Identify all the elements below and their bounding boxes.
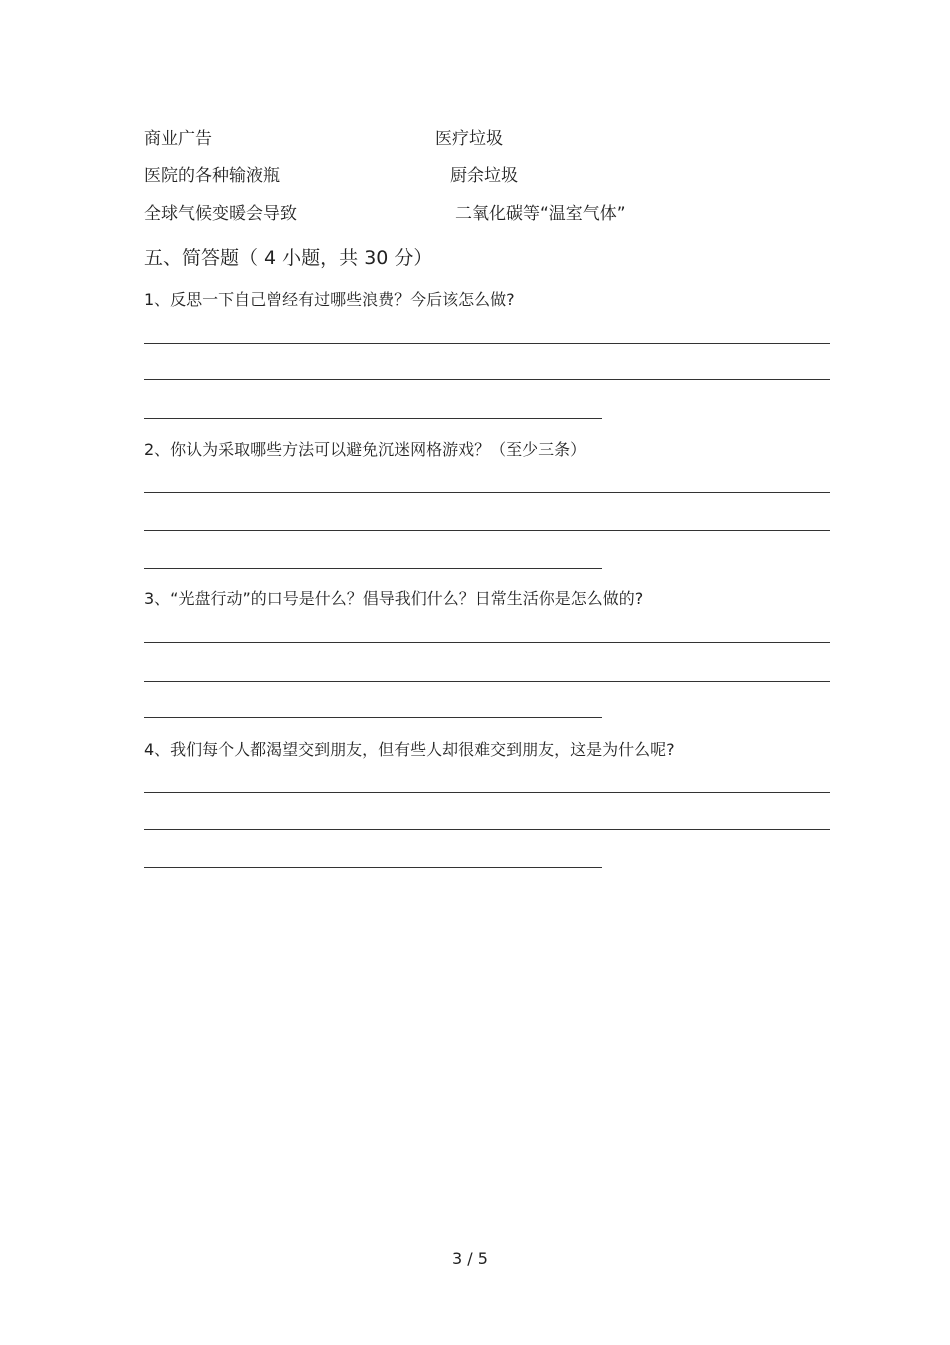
match-left-item-1: 商业广告 <box>144 129 212 149</box>
answer-line[interactable] <box>144 379 830 380</box>
answer-line[interactable] <box>144 792 830 793</box>
match-left-item-3: 全球气候变暖会导致 <box>144 204 297 224</box>
question-2: 2、你认为采取哪些方法可以避免沉迷网格游戏？（至少三条） <box>144 440 587 459</box>
section-title: 五、简答题（ 4 小题，共 30 分） <box>144 247 433 269</box>
answer-line[interactable] <box>144 492 830 493</box>
question-1: 1、反思一下自己曾经有过哪些浪费？今后该怎么做? <box>144 290 515 309</box>
page-number: 3 / 5 <box>452 1249 488 1268</box>
match-right-item-1: 医疗垃圾 <box>435 129 503 149</box>
match-left-item-2: 医院的各种输液瓶 <box>144 166 280 186</box>
answer-line[interactable] <box>144 717 602 718</box>
match-right-item-2: 厨余垃圾 <box>450 166 518 186</box>
question-4: 4、我们每个人都渴望交到朋友，但有些人却很难交到朋友，这是为什么呢? <box>144 740 675 759</box>
answer-line[interactable] <box>144 418 602 419</box>
question-3: 3、“光盘行动”的口号是什么？倡导我们什么？日常生活你是怎么做的? <box>144 589 644 608</box>
answer-line[interactable] <box>144 681 830 682</box>
answer-line[interactable] <box>144 867 602 868</box>
match-right-item-3: 二氧化碳等“温室气体” <box>455 204 626 224</box>
answer-line[interactable] <box>144 568 602 569</box>
answer-line[interactable] <box>144 829 830 830</box>
answer-line[interactable] <box>144 642 830 643</box>
answer-line[interactable] <box>144 530 830 531</box>
answer-line[interactable] <box>144 343 830 344</box>
